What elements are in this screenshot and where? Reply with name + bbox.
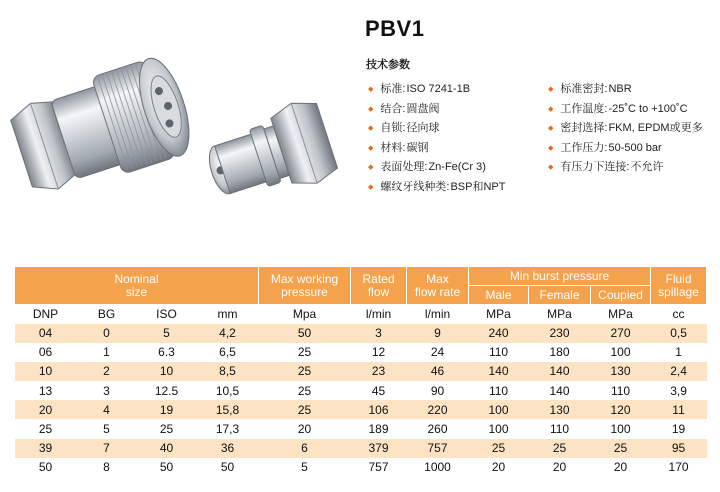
table-cell: 13 xyxy=(15,381,77,400)
bullet-icon: ◆ xyxy=(368,144,374,152)
table-cell: 3 xyxy=(351,324,407,343)
spec-label: 结合: xyxy=(380,102,406,115)
header-min-burst-pressure: Min burst pressure xyxy=(469,267,651,286)
table-cell: 50 xyxy=(197,458,259,477)
table-cell: 100 xyxy=(591,419,651,438)
table-cell: 46 xyxy=(407,362,469,381)
table-cell: 50 xyxy=(15,458,77,477)
spec-value: 50-500 bar xyxy=(608,141,662,154)
table-cell: 25 xyxy=(259,400,351,419)
bullet-icon: ◆ xyxy=(368,105,374,113)
spec-label: 自锁: xyxy=(380,122,406,134)
table-cell: 10 xyxy=(137,362,197,381)
spec-right-item xyxy=(548,119,703,139)
header-max-working-pressure-line: Max working xyxy=(270,271,339,286)
spec-left-item xyxy=(368,178,505,198)
unit-cell: DNP xyxy=(15,305,77,324)
bullet-icon: ◆ xyxy=(368,164,374,172)
table-cell: 17,3 xyxy=(197,419,259,438)
table-cell: 0 xyxy=(77,324,137,343)
table-cell: 25 xyxy=(529,439,591,458)
spec-heading: 技术参数 xyxy=(366,59,410,71)
unit-cell: l/min xyxy=(351,305,407,324)
table-cell: 25 xyxy=(15,419,77,438)
table-cell: 19 xyxy=(651,419,707,438)
table-cell: 110 xyxy=(529,419,591,438)
spec-value: BSP和NPT xyxy=(450,180,506,193)
table-cell: 100 xyxy=(469,419,529,438)
spec-right-item xyxy=(548,158,703,178)
table-cell: 25 xyxy=(591,439,651,458)
table-cell: 15,8 xyxy=(197,400,259,419)
spec-left-item xyxy=(368,100,505,120)
unit-cell: MPa xyxy=(591,305,651,324)
unit-cell: BG xyxy=(77,305,137,324)
table-cell: 8,5 xyxy=(197,362,259,381)
table-cell: 120 xyxy=(591,400,651,419)
table-cell: 12 xyxy=(351,343,407,362)
spec-label: 工作温度: xyxy=(560,102,608,115)
table-cell: 9 xyxy=(407,324,469,343)
bullet-icon: ◆ xyxy=(548,86,554,94)
unit-cell: Mpa xyxy=(259,305,351,324)
header-max-flow-rate-line: flow rate xyxy=(414,284,461,299)
spec-label: 密封选择: xyxy=(560,122,608,134)
table-cell: 180 xyxy=(529,343,591,362)
table-row xyxy=(15,324,707,343)
table-cell: 757 xyxy=(407,439,469,458)
spec-right-item xyxy=(548,80,703,100)
table-row xyxy=(15,458,707,477)
spec-label: 有压力下连接: xyxy=(560,161,630,173)
table-row xyxy=(15,381,707,400)
table-cell: 270 xyxy=(591,324,651,343)
table-cell: 06 xyxy=(15,343,77,362)
spec-value: 圆盘阀 xyxy=(406,102,440,115)
spec-label: 标准密封: xyxy=(560,83,608,95)
table-cell: 23 xyxy=(351,362,407,381)
table-cell: 3 xyxy=(77,381,137,400)
table-cell: 50 xyxy=(137,458,197,477)
table-cell: 757 xyxy=(351,458,407,477)
female-coupler xyxy=(6,53,199,203)
table-cell: 220 xyxy=(407,400,469,419)
spec-list-left xyxy=(368,80,505,197)
table-cell: 6.3 xyxy=(137,343,197,362)
table-row xyxy=(15,362,707,381)
unit-cell: mm xyxy=(197,305,259,324)
bullet-icon: ◆ xyxy=(368,125,374,133)
table-row xyxy=(15,400,707,419)
table-cell: 230 xyxy=(529,324,591,343)
header-male: Male xyxy=(469,286,529,305)
table-cell: 10,5 xyxy=(197,381,259,400)
header-fluid-spillage-line: Fluid xyxy=(665,271,692,286)
table-cell: 95 xyxy=(651,439,707,458)
spec-left-item xyxy=(368,119,505,139)
table-cell: 20 xyxy=(591,458,651,477)
header-nominal-size-line: Nominal xyxy=(114,271,159,286)
table-cell: 5 xyxy=(77,419,137,438)
table-cell: 50 xyxy=(259,324,351,343)
table-cell: 24 xyxy=(407,343,469,362)
table-cell: 6,5 xyxy=(197,343,259,362)
table-cell: 2 xyxy=(77,362,137,381)
spec-value: 径向球 xyxy=(406,122,440,134)
header-max-flow-rate xyxy=(407,267,469,305)
table-cell: 6 xyxy=(259,439,351,458)
table-cell: 25 xyxy=(137,419,197,438)
table-cell: 36 xyxy=(197,439,259,458)
product-image xyxy=(0,28,345,208)
bullet-icon: ◆ xyxy=(368,86,374,94)
header-rated-flow-line: Rated xyxy=(362,271,395,286)
spec-table-wrap xyxy=(14,266,706,477)
table-cell: 90 xyxy=(407,381,469,400)
table-cell: 40 xyxy=(137,439,197,458)
bullet-icon: ◆ xyxy=(548,125,554,133)
table-cell: 10 xyxy=(15,362,77,381)
table-cell: 130 xyxy=(591,362,651,381)
spec-table xyxy=(14,266,707,477)
spec-table-body xyxy=(15,305,707,478)
table-cell: 25 xyxy=(469,439,529,458)
table-cell: 110 xyxy=(469,343,529,362)
bullet-icon: ◆ xyxy=(548,164,554,172)
table-cell: 130 xyxy=(529,400,591,419)
table-cell: 140 xyxy=(469,362,529,381)
table-cell: 45 xyxy=(351,381,407,400)
spec-right-item xyxy=(548,139,703,159)
spec-left-item xyxy=(368,80,505,100)
table-cell: 4,2 xyxy=(197,324,259,343)
spec-label: 螺纹牙线种类: xyxy=(380,180,450,193)
table-cell: 11 xyxy=(651,400,707,419)
table-cell: 140 xyxy=(529,381,591,400)
header-rated-flow xyxy=(351,267,407,305)
table-cell: 12.5 xyxy=(137,381,197,400)
header-max-working-pressure xyxy=(259,267,351,305)
table-cell: 8 xyxy=(77,458,137,477)
header-max-working-pressure-line: pressure xyxy=(281,284,328,299)
spec-right-item xyxy=(548,100,703,120)
table-cell: 260 xyxy=(407,419,469,438)
bullet-icon: ◆ xyxy=(368,183,374,191)
table-cell: 0,5 xyxy=(651,324,707,343)
spec-value: -25˚C to +100˚C xyxy=(608,102,688,115)
table-cell: 7 xyxy=(77,439,137,458)
table-cell: 1 xyxy=(77,343,137,362)
spec-value: Zn-Fe(Cr 3) xyxy=(428,161,486,173)
header-rated-flow-line: flow xyxy=(367,284,390,299)
spec-label: 标准: xyxy=(380,83,406,95)
unit-cell: MPa xyxy=(529,305,591,324)
header-nominal-size xyxy=(15,267,259,305)
table-cell: 20 xyxy=(529,458,591,477)
header-fluid-spillage-line: spillage xyxy=(658,284,699,299)
table-cell: 39 xyxy=(15,439,77,458)
header-coupled: Coupied xyxy=(591,286,651,305)
table-cell: 100 xyxy=(591,343,651,362)
table-cell: 04 xyxy=(15,324,77,343)
table-row xyxy=(15,343,707,362)
unit-cell: ISO xyxy=(137,305,197,324)
bullet-icon: ◆ xyxy=(548,105,554,113)
table-cell: 100 xyxy=(469,400,529,419)
table-cell: 25 xyxy=(259,381,351,400)
table-cell: 25 xyxy=(259,343,351,362)
header-fluid-spillage xyxy=(651,267,707,305)
unit-cell: cc xyxy=(651,305,707,324)
table-cell: 20 xyxy=(259,419,351,438)
spec-value: ISO 7241-1B xyxy=(406,83,471,95)
table-cell: 140 xyxy=(529,362,591,381)
spec-label: 工作压力: xyxy=(560,141,608,154)
table-cell: 106 xyxy=(351,400,407,419)
table-cell: 240 xyxy=(469,324,529,343)
units-row xyxy=(15,305,707,324)
spec-left-item xyxy=(368,158,505,178)
unit-cell: l/min xyxy=(407,305,469,324)
table-cell: 189 xyxy=(351,419,407,438)
spec-value: 碳钢 xyxy=(406,141,429,154)
table-cell: 3,9 xyxy=(651,381,707,400)
spec-list-right xyxy=(548,80,703,178)
spec-label: 材料: xyxy=(380,141,406,154)
header-female: Female xyxy=(529,286,591,305)
table-cell: 25 xyxy=(259,362,351,381)
table-cell: 5 xyxy=(259,458,351,477)
table-cell: 1000 xyxy=(407,458,469,477)
table-row xyxy=(15,419,707,438)
table-cell: 20 xyxy=(15,400,77,419)
bullet-icon: ◆ xyxy=(548,144,554,152)
spec-value: NBR xyxy=(608,83,632,95)
table-cell: 379 xyxy=(351,439,407,458)
table-cell: 20 xyxy=(469,458,529,477)
table-cell: 2,4 xyxy=(651,362,707,381)
table-row xyxy=(15,439,707,458)
spec-left-item xyxy=(368,139,505,159)
spec-value: FKM, EPDM或更多 xyxy=(608,122,703,134)
table-cell: 110 xyxy=(469,381,529,400)
header-max-flow-rate-line: Max xyxy=(426,271,449,286)
male-plug xyxy=(199,96,340,208)
table-cell: 19 xyxy=(137,400,197,419)
spec-value: 不允许 xyxy=(630,161,664,173)
table-cell: 4 xyxy=(77,400,137,419)
unit-cell: MPa xyxy=(469,305,529,324)
product-title: PBV1 xyxy=(365,16,425,41)
table-cell: 170 xyxy=(651,458,707,477)
spec-label: 表面处理: xyxy=(380,161,428,173)
table-cell: 110 xyxy=(591,381,651,400)
table-cell: 5 xyxy=(137,324,197,343)
table-cell: 1 xyxy=(651,343,707,362)
header-nominal-size-line: size xyxy=(125,284,148,299)
